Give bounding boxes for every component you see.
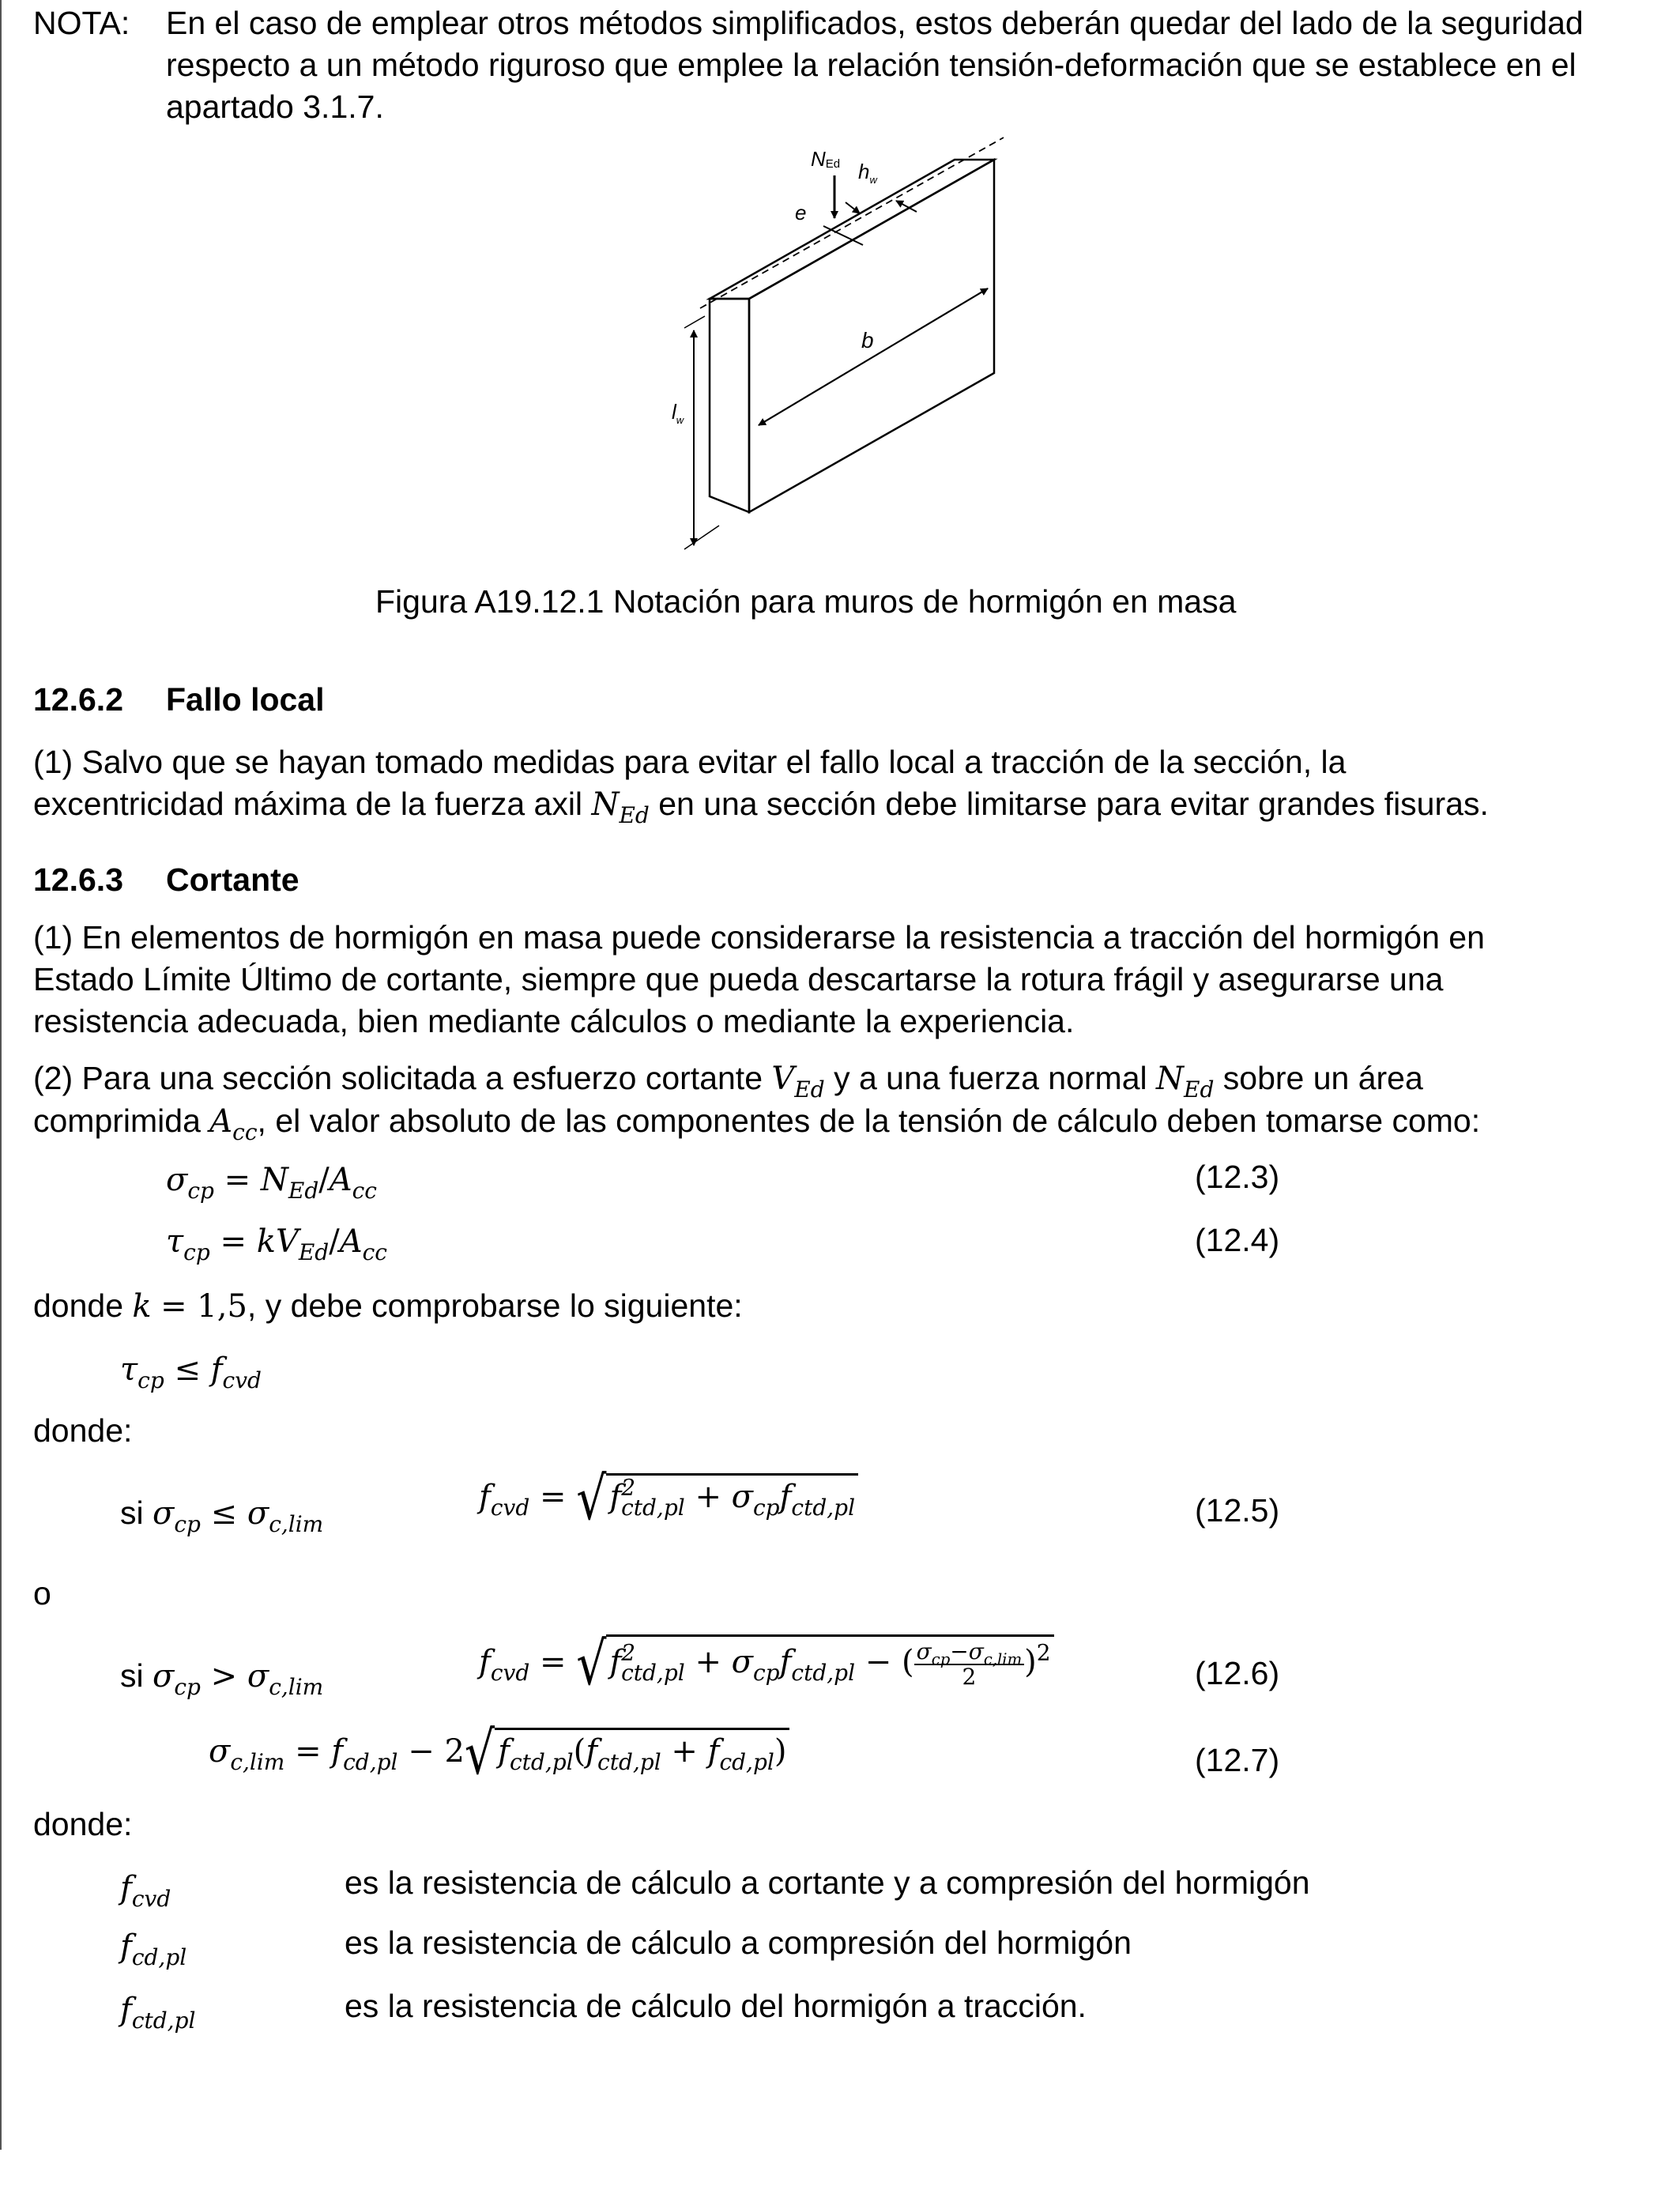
nota-line-2: respecto a un método riguroso que emplee la relación tensión-deformación que se establece en el: [166, 47, 1576, 83]
symbol-fcdpl: $f_{cd,pl}$: [120, 1928, 187, 1970]
equation-12-7: $\sigma_{c,lim} = f_{cd,pl} - 2√$ $f_{ctd,pl}(f_{ctd,pl} + f_{cd,pl})$: [209, 1726, 789, 1781]
equation-12-4: $\tau_{cp} = kV_{Ed}/A_{cc}$: [166, 1223, 387, 1265]
wall-front-face: [710, 299, 749, 512]
nota-text: [166, 2, 1645, 128]
equation-12-6: $f_{cvd}$ = √ $f^2_{ctd,pl} + \sigma_{cp}f_{ctd,pl}$ − ( $\frac{\sigma_{cp}-\sigma_{c,lim}}{2}$ )$^2$: [479, 1634, 1054, 1692]
p-line: (1) Salvo que se hayan tomado medidas para evitar el fallo local a tracción de la sección, la: [33, 744, 1347, 780]
equation-number-12-4: (12.4): [1195, 1222, 1280, 1258]
equation-12-3: $\sigma_{cp} = N_{Ed}/A_{cc}$: [166, 1162, 377, 1204]
symbol-fctdpl: $f_{ctd,pl}$: [120, 1992, 196, 2034]
equation-number-12-3: (12.3): [1195, 1159, 1280, 1195]
lw-tick-top: [684, 316, 705, 328]
definition-fcvd: es la resistencia de cálculo a cortante y a compresión del hormigón: [345, 1864, 1310, 1901]
lw-tick-bottom: [684, 526, 719, 549]
p-line: Estado Límite Último de cortante, siempre que pueda descartarse la rotura frágil y asegurarse una: [33, 961, 1444, 997]
donde-k-line: donde k = 1,5, y debe comprobarse lo siguiente:: [33, 1287, 743, 1325]
hw-arrow-left: [846, 202, 860, 213]
fig-label-e: e: [795, 201, 807, 224]
nota-line-1: En el caso de emplear otros métodos simplificados, estos deberán quedar del lado de la seguridad: [166, 5, 1584, 41]
wall-notation-figure: [656, 126, 1019, 569]
equation-number-12-7: (12.7): [1195, 1742, 1280, 1778]
b-dimension-line-back: [759, 288, 988, 425]
nota-line-3: apartado 3.1.7.: [166, 89, 384, 125]
o-connector: o: [33, 1575, 51, 1612]
section-12-6-3-title: Cortante: [166, 861, 299, 898]
condition-12-6: si $\sigma_{cp} > \sigma_{c,lim}$: [120, 1657, 324, 1700]
section-12-6-2-number: 12.6.2: [33, 681, 123, 718]
p-line: (1) En elementos de hormigón en masa puede considerarse la resistencia a tracción del hormigón en: [33, 919, 1485, 956]
fig-label-b: b: [861, 328, 874, 352]
section-12-6-3-paragraph-1: [33, 917, 1645, 1042]
wall-top-face: [710, 160, 994, 299]
p-line: excentricidad máxima de la fuerza axil $N_{Ed}$ en una sección debe limitarse para evitar grandes fisuras.: [33, 786, 1489, 828]
p-line: comprimida $A_{cc}$, el valor absoluto de las componentes de la tensión de cálculo deben tomarse como:: [33, 1103, 1481, 1145]
donde-2: donde:: [33, 1806, 133, 1842]
fig-label-ned: NEd: [811, 147, 841, 171]
donde-1: donde:: [33, 1412, 133, 1449]
section-12-6-2-title: Fallo local: [166, 681, 325, 718]
p-line: (2) Para una sección solicitada a esfuerzo cortante $V_{Ed}$ y a una fuerza normal $N_{Ed}$ sobre un área: [33, 1060, 1423, 1103]
section-12-6-2-paragraph-1: [33, 741, 1645, 826]
centre-line: [700, 138, 1004, 308]
page-border: [0, 0, 2, 2150]
fig-label-lw: $l_w$: [672, 400, 684, 426]
condition-12-5: si $\sigma_{cp} \le \sigma_{c,lim}$: [120, 1495, 324, 1537]
check-inequality: $\tau_{cp} \le f_{cvd}$: [120, 1351, 262, 1393]
section-12-6-3-number: 12.6.3: [33, 861, 123, 898]
p-line: resistencia adecuada, bien mediante cálculos o mediante la experiencia.: [33, 1003, 1075, 1039]
nota-label: NOTA:: [33, 5, 130, 41]
definition-fctdpl: es la resistencia de cálculo del hormigón a tracción.: [345, 1988, 1087, 2024]
equation-number-12-6: (12.6): [1195, 1655, 1280, 1691]
equation-12-5: $f_{cvd}$ = √ $f^2_{ctd,pl} + \sigma_{cp}f_{ctd,pl}$: [479, 1472, 858, 1527]
figure-caption: Figura A19.12.1 Notación para muros de hormigón en masa: [375, 583, 1237, 620]
equation-number-12-5: (12.5): [1195, 1492, 1280, 1529]
section-12-6-3-paragraph-2: [33, 1057, 1645, 1143]
definition-fcdpl: es la resistencia de cálculo a compresión del hormigón: [345, 1924, 1132, 1961]
fig-label-hw: $h_w$: [858, 160, 877, 186]
symbol-fcvd: $f_{cvd}$: [120, 1870, 171, 1912]
